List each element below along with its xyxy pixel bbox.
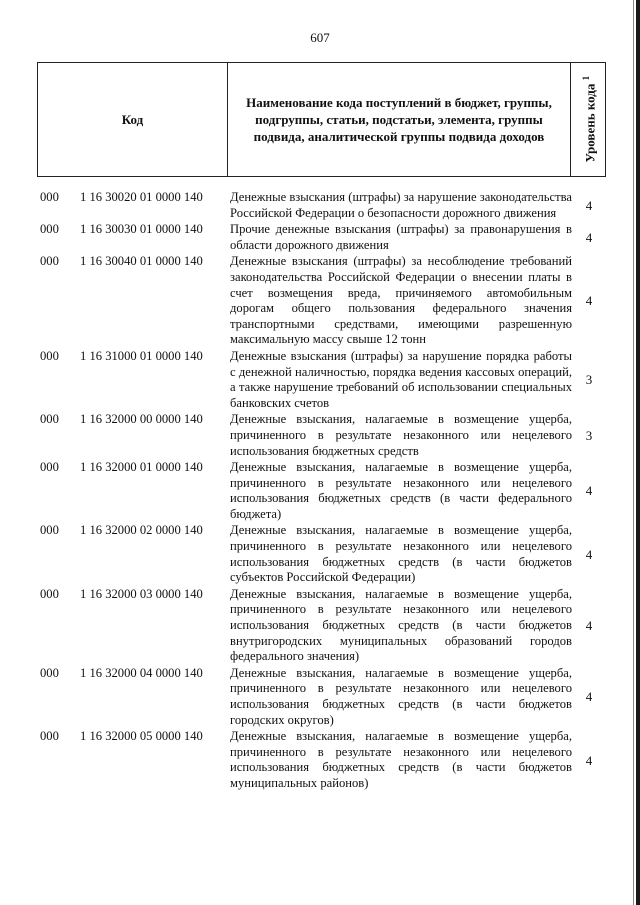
row-name: Денежные взыскания, налагаемые в возмещение ущерба, причиненного в результате незаконного или нецелевого использования бюджетных средств (в части бюджетов городских округов) xyxy=(230,665,572,727)
row-code: 1 16 30040 01 0000 140 xyxy=(80,254,203,269)
row-name: Денежные взыскания, налагаемые в возмещение ущерба, причиненного в результате незаконного или нецелевого использования бюджетных средств (в части бюджетов внутригородских муниципальных образований городов федерального значения) xyxy=(230,586,572,664)
row-level: 4 xyxy=(585,229,593,245)
row-code: 1 16 32000 02 0000 140 xyxy=(80,523,203,538)
row-code: 1 16 30030 01 0000 140 xyxy=(80,222,203,237)
header-level xyxy=(571,63,605,176)
scan-edge-line xyxy=(633,0,634,905)
row-name: Денежные взыскания, налагаемые в возмещение ущерба, причиненного в результате незаконного или нецелевого использования бюджетных средств (в части федерального бюджета) xyxy=(230,460,572,521)
row-name: Денежные взыскания (штрафы) за нарушение законодательства Российской Федерации о безопасности дорожного движения xyxy=(230,190,572,220)
row-level: 4 xyxy=(585,197,593,213)
row-name: Денежные взыскания (штрафы) за несоблюдение требований законодательства Российской Федерации о внесении платы в счет возмещения вреда, причиняемого автомобильным дорогам общего пользования федерального значения транспортными средствами, имеющими разрешенную максимальную массу свыше 12 тонн xyxy=(230,254,572,347)
row-level: 3 xyxy=(585,427,593,443)
row-name: Денежные взыскания, налагаемые в возмещение ущерба, причиненного в результате незаконного или нецелевого использования бюджетных средств (в части бюджетов муниципальных районов) xyxy=(230,729,572,790)
row-admin: 000 xyxy=(40,460,59,475)
table-row xyxy=(40,222,606,253)
header-level-label: Уровень кода xyxy=(582,83,598,163)
row-level: 4 xyxy=(585,618,593,634)
table-row xyxy=(40,523,606,585)
header-level-footnote: 1 xyxy=(580,76,591,81)
header-name: Наименование кода поступлений в бюджет, группы, подгруппы, статьи, подстатьи, элемента, группы подвида, аналитической группы подвида доходов xyxy=(228,63,571,176)
row-code: 1 16 32000 05 0000 140 xyxy=(80,729,203,744)
row-code: 1 16 32000 04 0000 140 xyxy=(80,665,203,680)
row-level: 4 xyxy=(585,546,593,562)
row-admin: 000 xyxy=(40,222,59,237)
header-code: Код xyxy=(38,63,228,176)
row-level: 4 xyxy=(585,483,593,499)
row-name: Прочие денежные взыскания (штрафы) за правонарушения в области дорожного движения xyxy=(230,222,572,252)
row-name: Денежные взыскания (штрафы) за нарушение порядка работы с денежной наличностью, порядка ведения кассовых операций, а также нарушение требований об использовании специальных банковских счетов xyxy=(230,348,572,410)
row-admin: 000 xyxy=(40,348,59,363)
table-row xyxy=(40,587,606,665)
row-admin: 000 xyxy=(40,523,59,538)
row-level: 3 xyxy=(585,372,593,388)
row-level: 4 xyxy=(585,689,593,705)
header-level-text xyxy=(578,76,598,163)
row-code: 1 16 32000 01 0000 140 xyxy=(80,460,203,475)
row-code: 1 16 31000 01 0000 140 xyxy=(80,348,203,363)
table-row xyxy=(40,729,606,791)
row-code: 1 16 30020 01 0000 140 xyxy=(80,190,203,204)
row-admin: 000 xyxy=(40,412,59,427)
table-row xyxy=(40,412,606,459)
row-code: 1 16 32000 00 0000 140 xyxy=(80,412,203,427)
table-row xyxy=(40,190,606,221)
row-admin: 000 xyxy=(40,190,59,204)
table-row xyxy=(40,349,606,411)
row-admin: 000 xyxy=(40,729,59,744)
scan-edge xyxy=(636,0,640,905)
row-admin: 000 xyxy=(40,254,59,269)
row-admin: 000 xyxy=(40,665,59,680)
row-admin: 000 xyxy=(40,586,59,601)
table-body xyxy=(40,190,606,793)
row-name: Денежные взыскания, налагаемые в возмещение ущерба, причиненного в результате незаконного или нецелевого использования бюджетных средств xyxy=(230,412,572,458)
table-row xyxy=(40,666,606,728)
table-row xyxy=(40,460,606,522)
row-level: 4 xyxy=(585,293,593,309)
page-number: 607 xyxy=(310,30,330,45)
row-code: 1 16 32000 03 0000 140 xyxy=(80,586,203,601)
row-level: 4 xyxy=(585,752,593,768)
row-name: Денежные взыскания, налагаемые в возмещение ущерба, причиненного в результате незаконного или нецелевого использования бюджетных средств (в части бюджетов субъектов Российской Федерации) xyxy=(230,523,572,585)
table-row xyxy=(40,254,606,348)
table-header xyxy=(37,62,606,177)
